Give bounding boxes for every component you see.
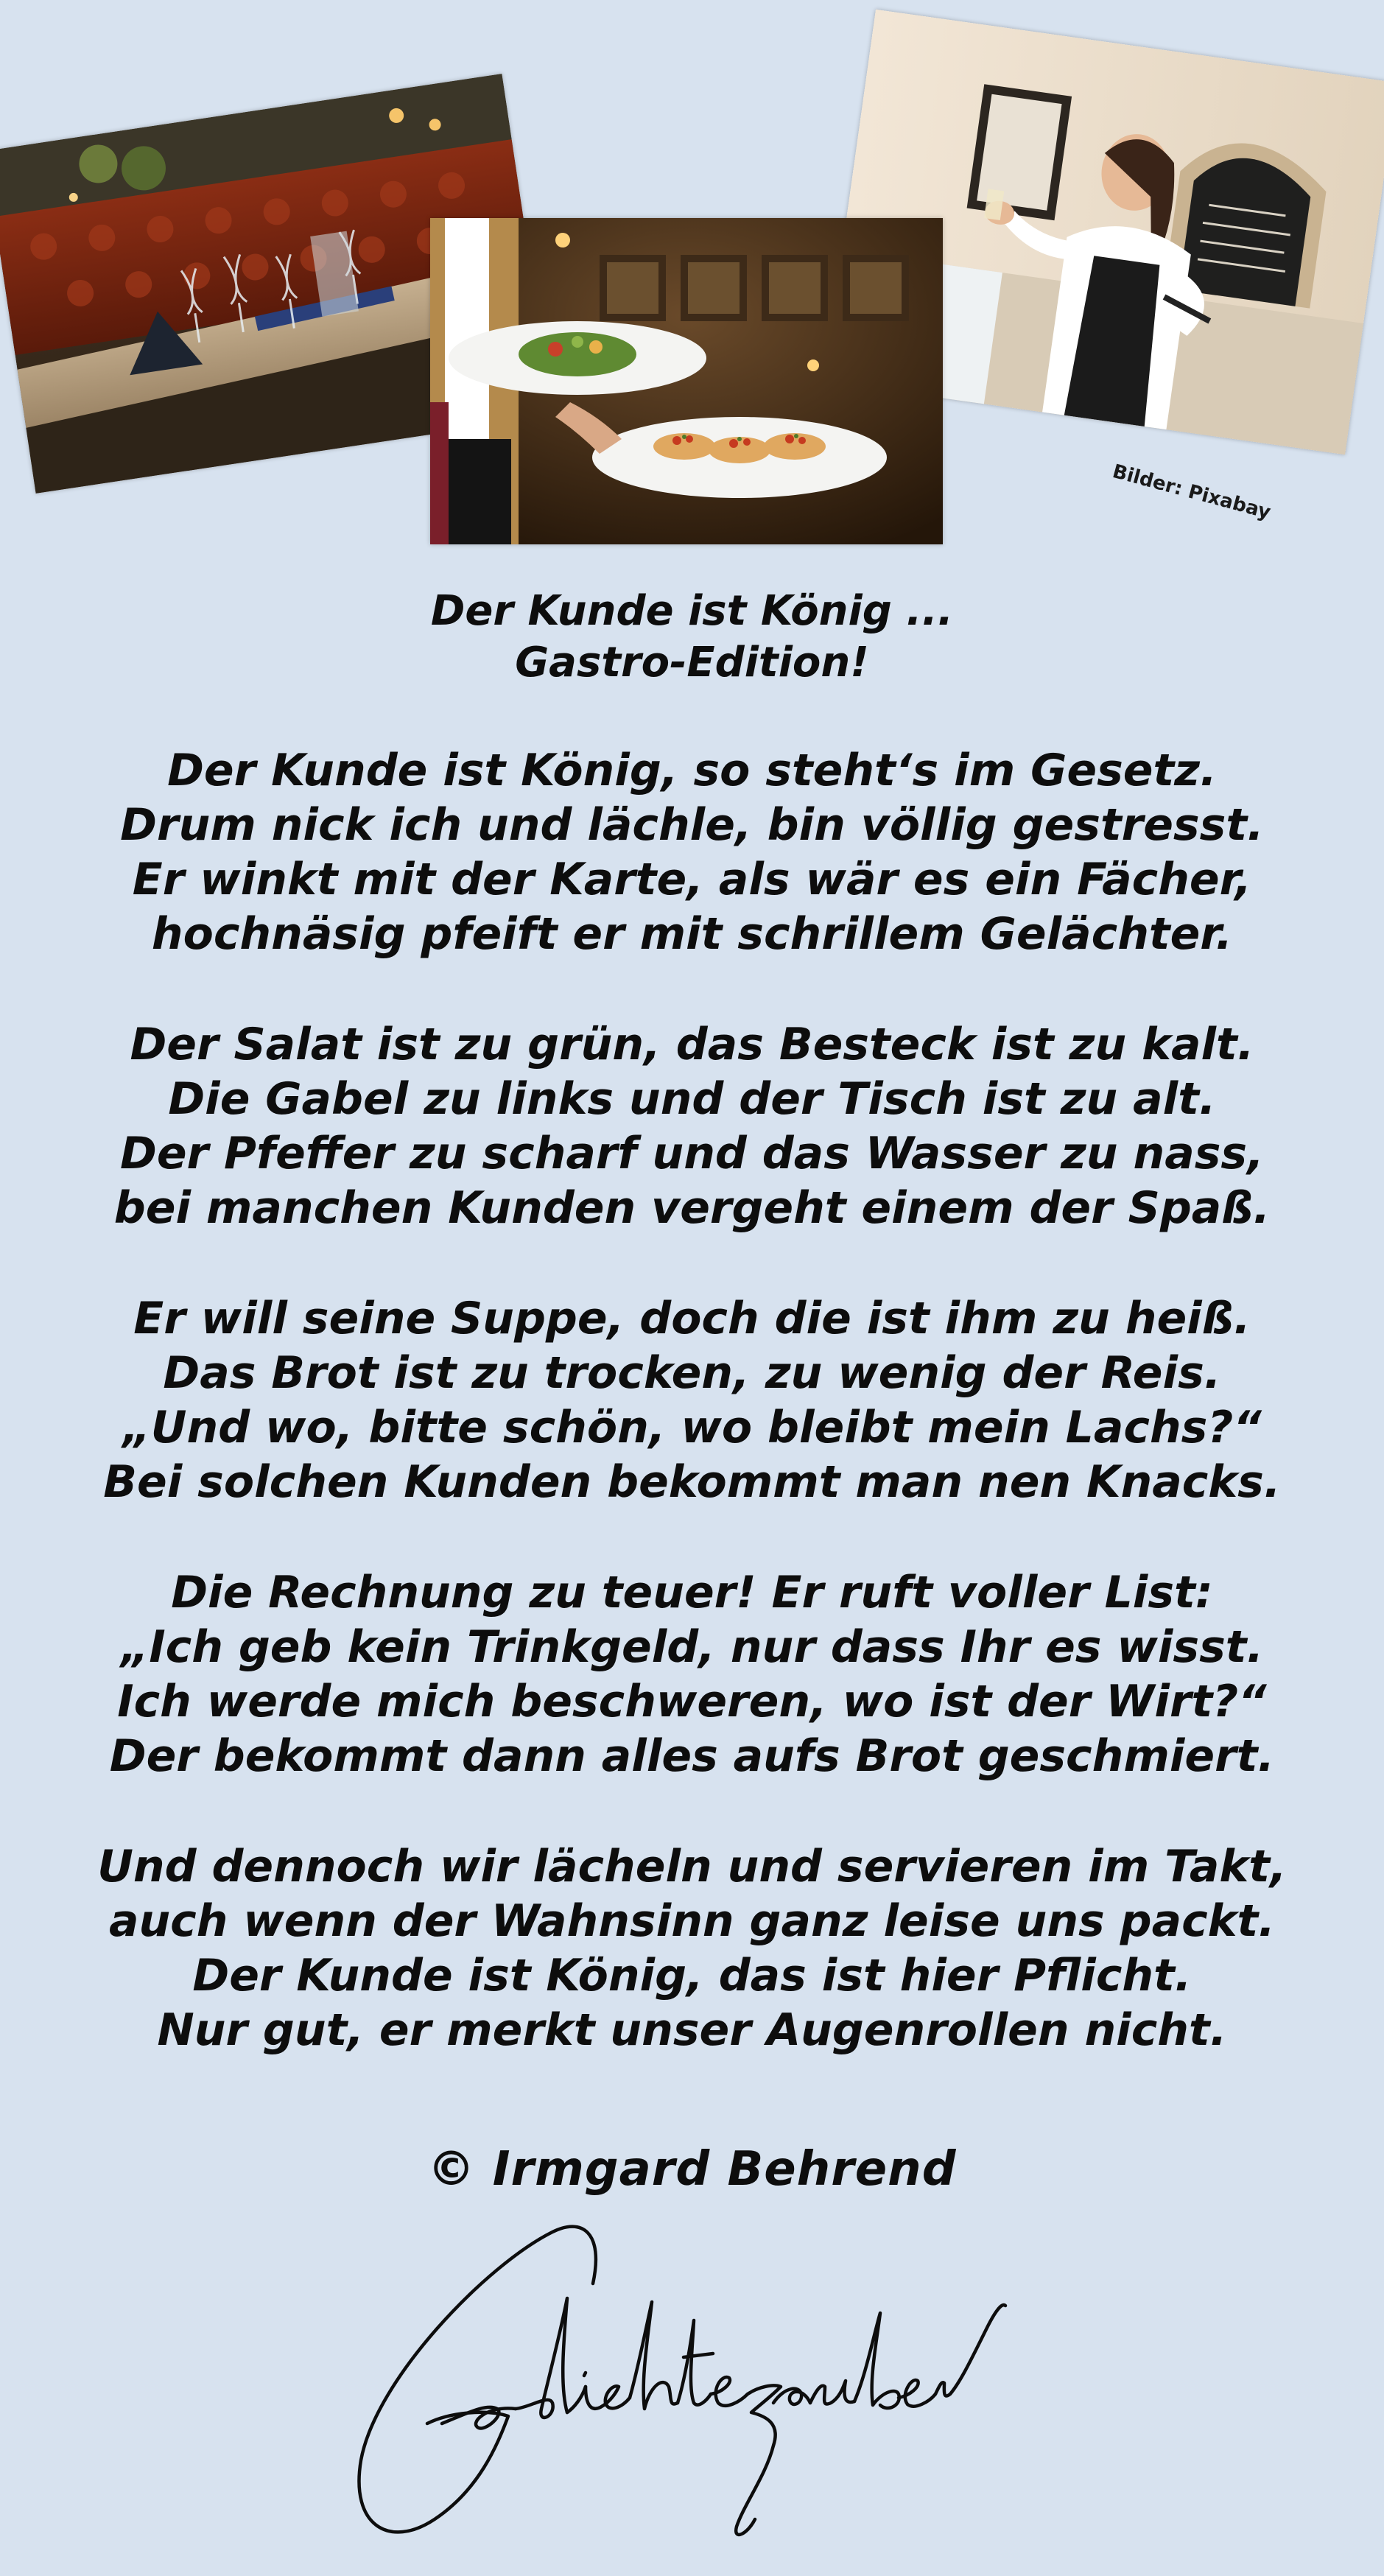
poem-line: Drum nick ich und lächle, bin völlig gestresst.	[120, 799, 1264, 851]
served-plates-photo	[430, 218, 943, 544]
gedichtezauber-signature-logo	[339, 2210, 1061, 2556]
poem-stanza	[0, 743, 1384, 961]
poem-line: Bei solchen Kunden bekommt man nen Knacks.	[103, 1456, 1281, 1508]
poem-line: Ich werde mich beschweren, wo ist der Wirt?“	[117, 1676, 1267, 1727]
poem-stanza	[0, 1565, 1384, 1783]
poem-stanza	[0, 1839, 1384, 2057]
poem-line: Der Salat ist zu grün, das Besteck ist zu kalt.	[130, 1019, 1254, 1070]
poem-line: Der Kunde ist König, so steht‘s im Gesetz.	[167, 745, 1217, 796]
poem-line: Der Pfeffer zu scharf und das Wasser zu nass,	[120, 1128, 1264, 1179]
poem-line: Nur gut, er merkt unser Augenrollen nicht.	[157, 2004, 1227, 2056]
poem-stanza	[0, 1017, 1384, 1235]
poem-line: Die Rechnung zu teuer! Er ruft voller List:	[171, 1567, 1213, 1618]
poem-line: Das Brot ist zu trocken, zu wenig der Reis.	[163, 1347, 1221, 1399]
poem	[0, 586, 1384, 2113]
poem-line: „Ich geb kein Trinkgeld, nur dass Ihr es wisst.	[120, 1621, 1264, 1673]
poem-line: Er winkt mit der Karte, als wär es ein Fächer,	[132, 854, 1252, 905]
poem-line: Und dennoch wir lächeln und servieren im Takt,	[97, 1841, 1287, 1892]
poem-author: © Irmgard Behrend	[427, 2142, 957, 2197]
poem-line: Der bekommt dann alles aufs Brot geschmiert.	[109, 1730, 1275, 1782]
poem-line: Er will seine Suppe, doch die ist ihm zu heiß.	[133, 1293, 1251, 1344]
poem-title	[0, 586, 1384, 689]
poem-line: hochnäsig pfeift er mit schrillem Gelächter.	[151, 908, 1233, 960]
poem-title-line: Der Kunde ist König ...	[430, 587, 954, 635]
poem-line: „Und wo, bitte schön, wo bleibt mein Lachs?“	[122, 1402, 1262, 1453]
poem-title-line: Gastro-Edition!	[515, 639, 869, 687]
photo-credit: Bilder: Pixabay	[1110, 460, 1274, 524]
poem-line: Der Kunde ist König, das ist hier Pflicht.	[192, 1950, 1192, 2001]
poem-line: Die Gabel zu links und der Tisch ist zu alt.	[168, 1073, 1216, 1125]
poem-stanza	[0, 1291, 1384, 1509]
poem-line: auch wenn der Wahnsinn ganz leise uns packt.	[108, 1895, 1276, 1947]
poem-line: bei manchen Kunden vergeht einem der Spaß.	[113, 1182, 1271, 1234]
